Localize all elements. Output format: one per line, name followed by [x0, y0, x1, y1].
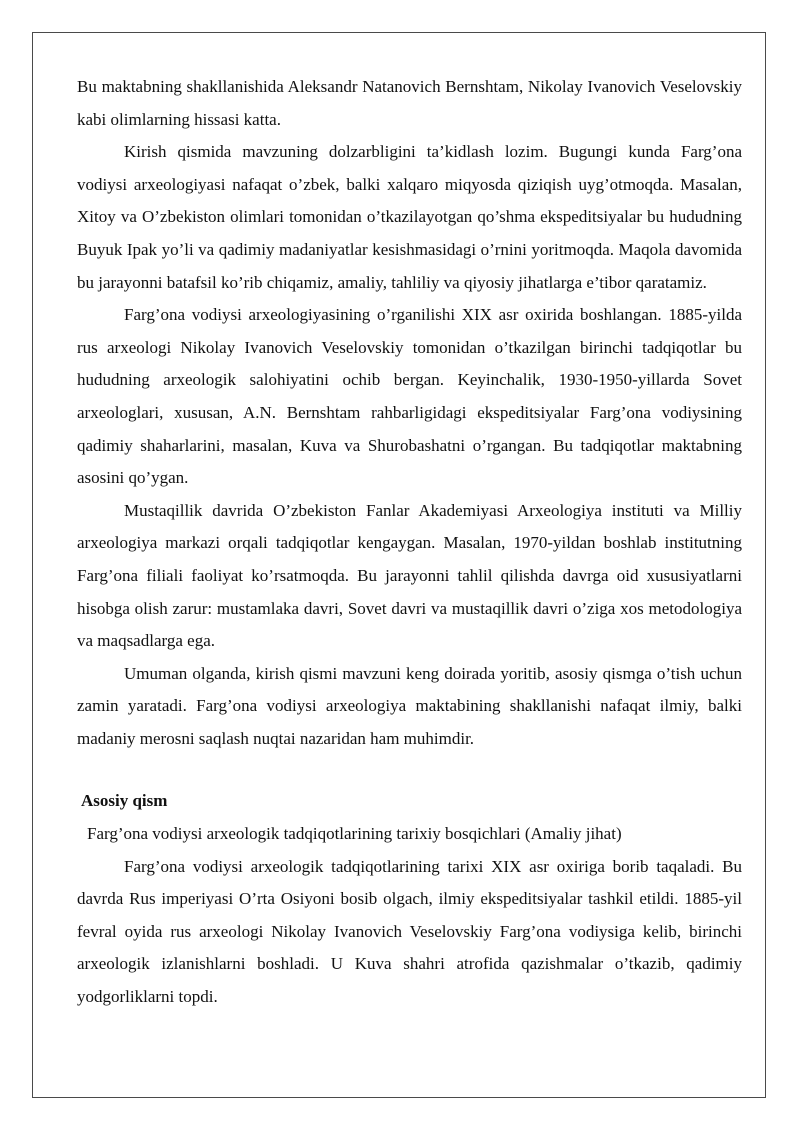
paragraph-independence: Mustaqillik davrida O’zbekiston Fanlar Akademiyasi Arxeologiya instituti va Milliy arxeologiya markazi orqali tadqiqotlar kengaygan. Masalan, 1970-yildan boshlab institutning Farg’ona filiali faoliyat ko’rsatmoqda. Bu jarayonni tahlil qilishda davrga oid xususiyatlarni hisobga olish zarur: mustamlaka davri, Sovet davri va mustaqillik davri o’ziga xos metodologiya va maqsadlarga ega. [77, 500, 742, 651]
paragraph-relevance: Kirish qismida mavzuning dolzarbligini ta’kidlash lozim. Bugungi kunda Farg’ona vodiysi arxeologiyasi nafaqat o’zbek, balki xalqaro miqyosda qiziqish uyg’otmoqda. Masalan, Xitoy va O’zbekiston olimlari tomonidan o’tkazilayotgan qo’shma ekspeditsiyalar bu hududning Buyuk Ipak yo’li va qadimiy madaniyatlar kesishmasidagi o’rnini yoritmoqda. Maqola davomida bu jarayonni batafsil ko’rib chiqamiz, amaliy, tahliliy va qiyosiy jihatlarga e’tibor qaratamiz. [77, 142, 742, 292]
subsection-heading: Farg’ona vodiysi arxeologik tadqiqotlarining tarixiy bosqichlari (Amaliy jihat) [87, 824, 622, 844]
document-body [77, 71, 742, 1014]
section-heading: Asosiy qism [81, 791, 168, 811]
paragraph-stages: Farg’ona vodiysi arxeologik tadqiqotlarining tarixi XIX asr oxiriga borib taqaladi. Bu davrda Rus imperiyasi O’rta Osiyoni bosib olgach, ilmiy ekspeditsiyalar tashkil etildi. 1885-yil fevral oyida rus arxeologi Nikolay Ivanovich Veselovskiy Farg’ona vodiysiga kelib, birinchi arxeologik izlanishlarni boshladi. U Kuva shahri atrofida qazishmalar o’tkazib, qadimiy yodgorliklarni topdi. [77, 856, 742, 1007]
paragraph-summary: Umuman olganda, kirish qismi mavzuni keng doirada yoritib, asosiy qismga o’tish uchun zamin yaratadi. Farg’ona vodiysi arxeologiya maktabining shakllanishi nafaqat ilmiy, balki madaniy merosni saqlash nuqtai nazaridan ham muhimdir. [77, 663, 742, 748]
section-spacer [77, 755, 742, 785]
paragraph-history: Farg’ona vodiysi arxeologiyasining o’rganilishi XIX asr oxirida boshlangan. 1885-yilda rus arxeologi Nikolay Ivanovich Veselovskiy tomonidan o’tkazilgan birinchi tadqiqotlar bu hududning arxeologik salohiyatini ochib bergan. Keyinchalik, 1930-1950-yillarda Sovet arxeologlari, xususan, A.N. Bernshtam rahbarligidagi ekspeditsiyalar Farg’ona vodiysining qadimiy shaharlarini, masalan, Kuva va Shurobashatni o’rgangan. Bu tadqiqotlar maktabning asosini qo’ygan. [77, 305, 742, 488]
paragraph-intro-continuation: Bu maktabning shakllanishida Aleksandr Natanovich Bernshtam, Nikolay Ivanovich Veselovskiy kabi olimlarning hissasi katta. [77, 77, 742, 129]
